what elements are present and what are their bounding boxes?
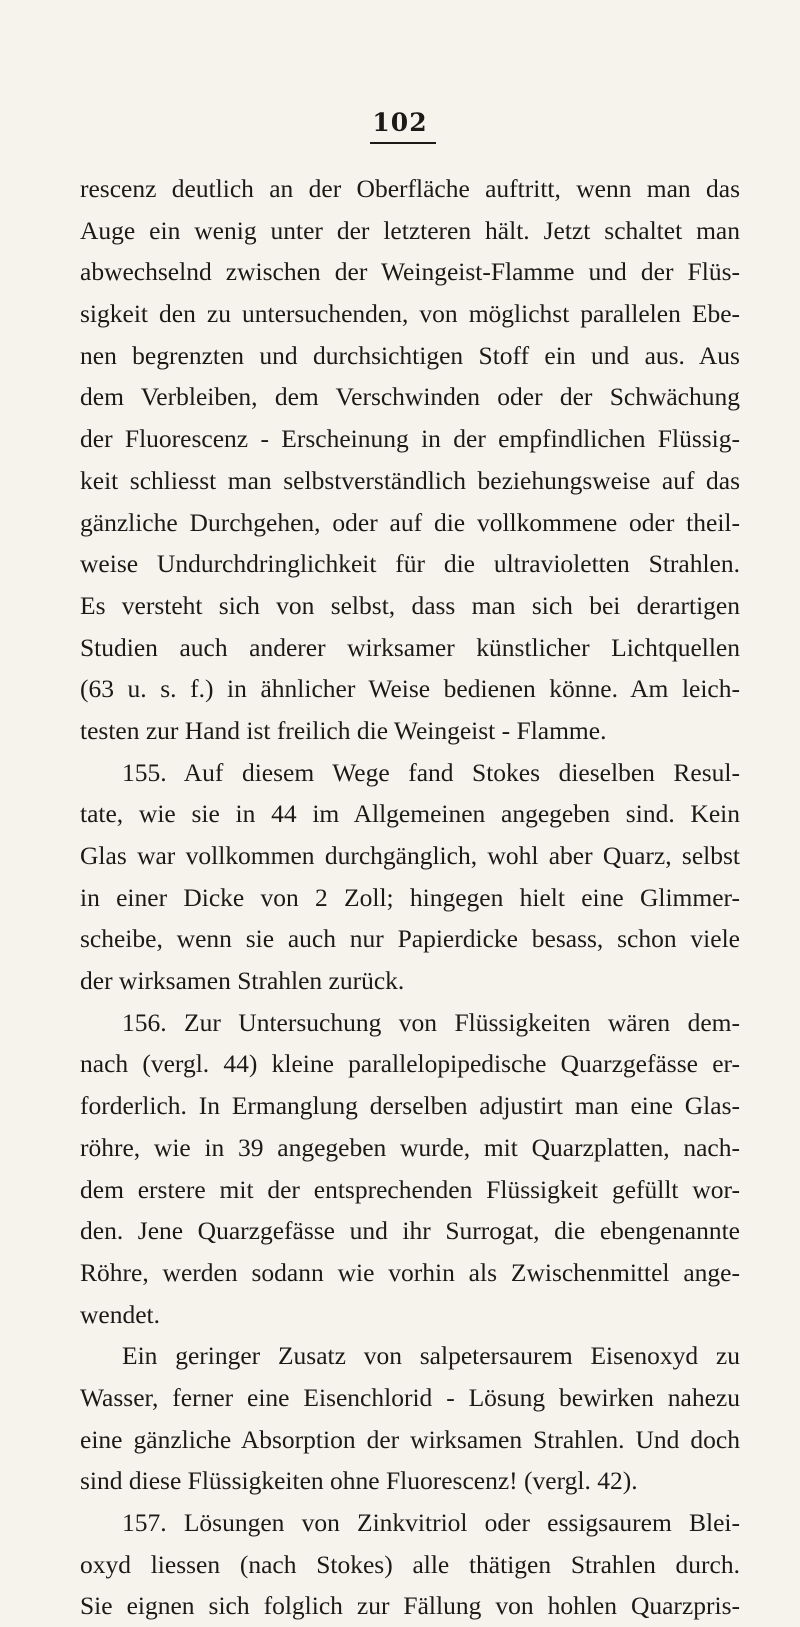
text-line: Röhre, werden sodann wie vorhin als Zwischenmittel ange- xyxy=(80,1257,740,1287)
text-line: testen zur Hand ist freilich die Weingeist - Flamme. xyxy=(80,715,607,745)
text-line: sigkeit den zu untersuchenden, von möglichst parallelen Ebe- xyxy=(80,299,740,329)
text-line: nen begrenzten und durchsichtigen Stoff ein und aus. Aus xyxy=(80,340,740,370)
text-line: Studien auch anderer wirksamer künstlicher Lichtquellen xyxy=(80,632,740,662)
text-line: Sie eignen sich folglich zur Fällung von hohlen Quarzpris- xyxy=(80,1591,740,1621)
text-line: Es versteht sich von selbst, dass man sich bei derartigen xyxy=(80,590,740,620)
text-line: Wasser, ferner eine Eisenchlorid - Lösung bewirken nahezu xyxy=(80,1382,740,1412)
text-line: (63 u. s. f.) in ähnlicher Weise bedienen könne. Am leich- xyxy=(80,674,740,704)
text-line: oxyd liessen (nach Stokes) alle thätigen Strahlen durch. xyxy=(80,1549,740,1579)
text-line: Ein geringer Zusatz von salpetersaurem Eisenoxyd zu xyxy=(122,1341,740,1371)
text-line: eine gänzliche Absorption der wirksamen Strahlen. Und doch xyxy=(80,1424,740,1454)
text-line: nach (vergl. 44) kleine parallelopipedische Quarzgefässe er- xyxy=(80,1049,740,1079)
text-line: Auge ein wenig unter der letzteren hält. Jetzt schaltet man xyxy=(80,215,740,245)
text-line: 157. Lösungen von Zinkvitriol oder essigsaurem Blei- xyxy=(122,1508,740,1537)
text-line: sind diese Flüssigkeiten ohne Fluorescenz! (vergl. 42). xyxy=(80,1466,638,1496)
page-number: 102 xyxy=(372,108,428,137)
text-line: weise Undurchdringlichkeit für die ultravioletten Strahlen. xyxy=(80,549,740,579)
text-line: dem erstere mit der entsprechenden Flüssigkeit gefüllt wor- xyxy=(80,1174,740,1204)
text-line: scheibe, wenn sie auch nur Papierdicke besass, schon viele xyxy=(80,924,740,954)
text-line: keit schliesst man selbstverständlich beziehungsweise auf das xyxy=(80,465,740,495)
text-line: rescenz deutlich an der Oberfläche auftritt, wenn man das xyxy=(80,174,740,203)
text-line: forderlich. In Ermanglung derselben adjustirt man eine Glas- xyxy=(80,1091,740,1121)
text-line: den. Jene Quarzgefässe und ihr Surrogat, die ebengenannte xyxy=(80,1216,740,1246)
text-line: gänzliche Durchgehen, oder auf die vollkommene oder theil- xyxy=(80,507,740,537)
body-text xyxy=(80,168,740,1627)
text-line: tate, wie sie in 44 im Allgemeinen angegeben sind. Kein xyxy=(80,799,740,829)
page-number-rule xyxy=(370,142,436,144)
text-line: 156. Zur Untersuchung von Flüssigkeiten wären dem- xyxy=(122,1007,740,1037)
text-line: der wirksamen Strahlen zurück. xyxy=(80,966,405,996)
text-line: abwechselnd zwischen der Weingeist-Flamme und der Flüs- xyxy=(80,257,740,287)
text-line: röhre, wie in 39 angegeben wurde, mit Quarzplatten, nach- xyxy=(80,1132,740,1162)
text-line: der Fluorescenz - Erscheinung in der empfindlichen Flüssig- xyxy=(80,424,740,454)
text-line: Glas war vollkommen durchgänglich, wohl aber Quarz, selbst xyxy=(80,841,740,870)
text-line: wendet. xyxy=(80,1299,161,1329)
text-line: dem Verbleiben, dem Verschwinden oder der Schwächung xyxy=(80,382,740,412)
text-line: 155. Auf diesem Wege fand Stokes dieselben Resul- xyxy=(122,757,740,787)
text-line: in einer Dicke von 2 Zoll; hingegen hielt eine Glimmer- xyxy=(80,882,740,912)
